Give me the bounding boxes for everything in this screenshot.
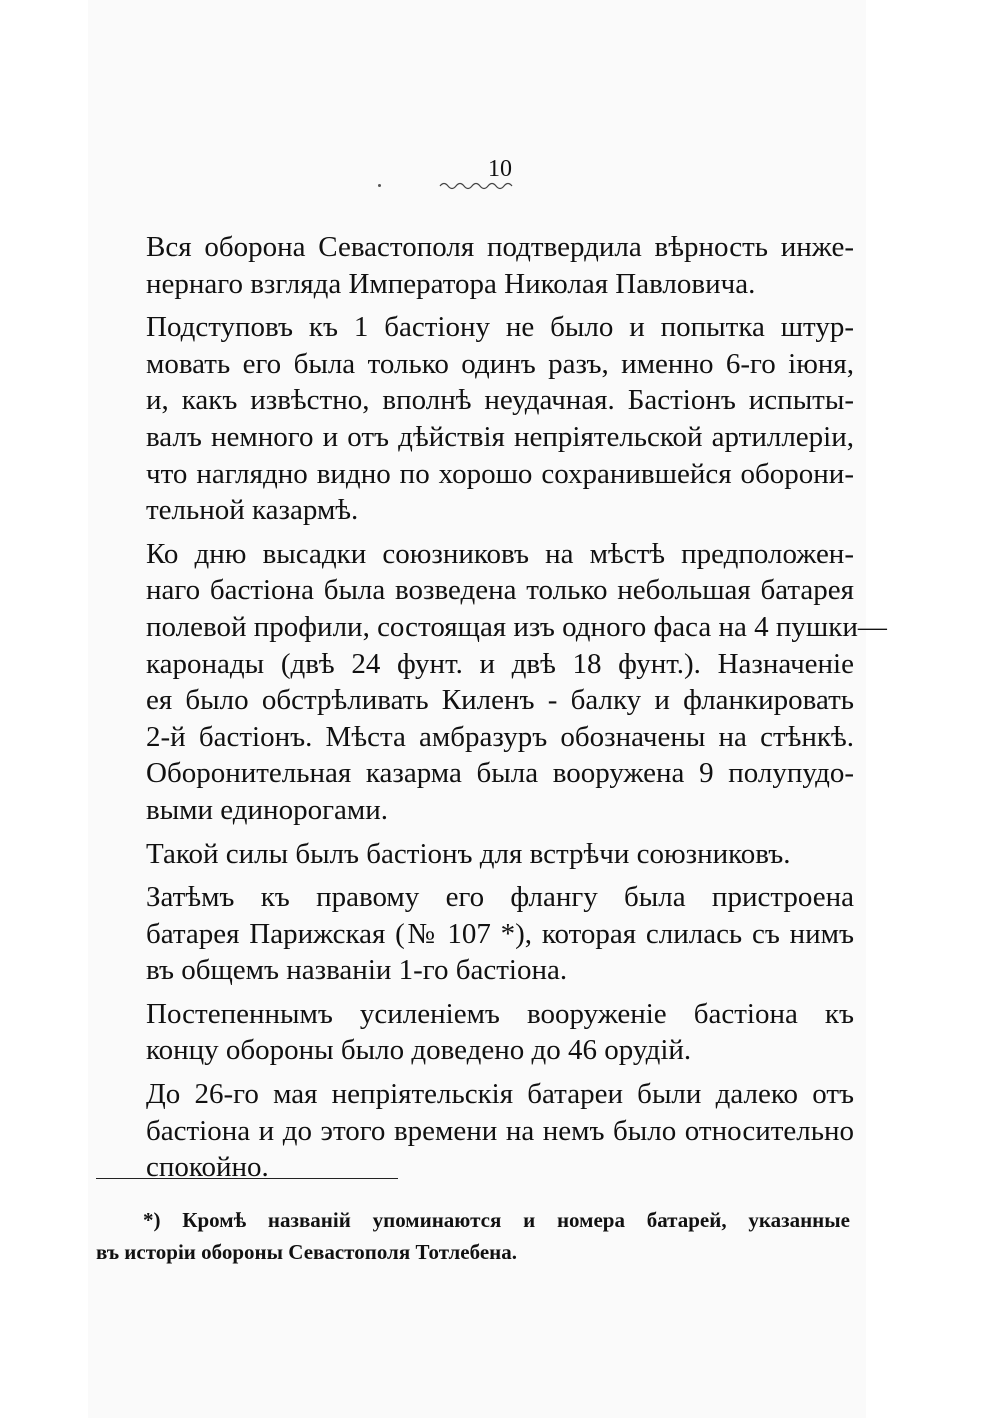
- text-line: спокойно.: [146, 1151, 269, 1184]
- paragraph: [96, 996, 854, 1069]
- text-line: что наглядно видно по хорошо сохранившейся оборони-: [146, 457, 854, 490]
- paragraph: [96, 879, 854, 989]
- body-text: [96, 229, 887, 1193]
- paragraph: [96, 836, 854, 873]
- text-line: въ общемъ названіи 1-го бастіона.: [146, 954, 568, 987]
- paragraph: [96, 229, 854, 302]
- footnote-line: въ исторіи обороны Севастополя Тотлебена.: [96, 1240, 518, 1264]
- text-line: концу обороны было доведено до 46 орудій.: [146, 1034, 692, 1067]
- text-line: Постепеннымъ усиленіемъ вооруженіе бастіона къ: [146, 997, 854, 1030]
- paragraph: [96, 536, 887, 829]
- text-line: ея было обстрѣливать Киленъ - балку и фланкировать: [146, 684, 854, 717]
- text-line: Подступовъ къ 1 бастіону не было и попытка штур-: [146, 311, 854, 344]
- text-line: валъ немного и отъ дѣйствія непріятельской артиллеріи,: [146, 420, 854, 453]
- text-line: нернаго взгляда Императора Николая Павловича.: [146, 267, 756, 300]
- text-line: батарея Парижская (№ 107 *), которая слилась съ нимъ: [146, 917, 854, 950]
- footnote: [96, 1204, 850, 1268]
- text-line: Ко дню высадки союзниковъ на мѣстѣ предположен-: [146, 537, 854, 570]
- text-line: Такой силы былъ бастіонъ для встрѣчи союзниковъ.: [146, 837, 791, 870]
- text-line: полевой профили, состоящая изъ одного фаса на 4 пушки—: [146, 610, 887, 643]
- text-line: До 26-го мая непріятельскія батареи были далеко отъ: [146, 1078, 854, 1111]
- footnote-divider: [96, 1178, 398, 1179]
- text-line: тельной казармѣ.: [146, 494, 359, 527]
- text-line: и, какъ извѣстно, вполнѣ неудачная. Бастіонъ испыты-: [146, 384, 854, 417]
- footnote-line: *) Кромѣ названій упоминаются и номера батарей, указанные: [143, 1208, 850, 1232]
- paragraph: [96, 309, 854, 529]
- text-line: наго бастіона была возведена только небольшая батарея: [146, 574, 854, 607]
- speck-mark: [378, 184, 381, 187]
- wavy-ornament: [438, 180, 514, 190]
- text-line: Вся оборона Севастополя подтвердила вѣрность инже-: [146, 231, 854, 263]
- text-line: мовать его была только одинъ разъ, именно 6-го іюня,: [146, 347, 854, 380]
- text-line: каронады (двѣ 24 фунт. и двѣ 18 фунт.). Назначеніе: [146, 647, 854, 680]
- text-line: Оборонительная казарма была вооружена 9 полупудо-: [146, 757, 854, 790]
- text-line: бастіона и до этого времени на немъ было относительно: [146, 1114, 854, 1147]
- text-line: Затѣмъ къ правому его флангу была пристроена: [146, 881, 854, 914]
- text-line: выми единорогами.: [146, 793, 388, 826]
- page-number: 10: [488, 156, 512, 182]
- text-line: 2-й бастіонъ. Мѣста амбразуръ обозначены на стѣнкѣ.: [146, 720, 854, 753]
- paragraph: [96, 1076, 854, 1186]
